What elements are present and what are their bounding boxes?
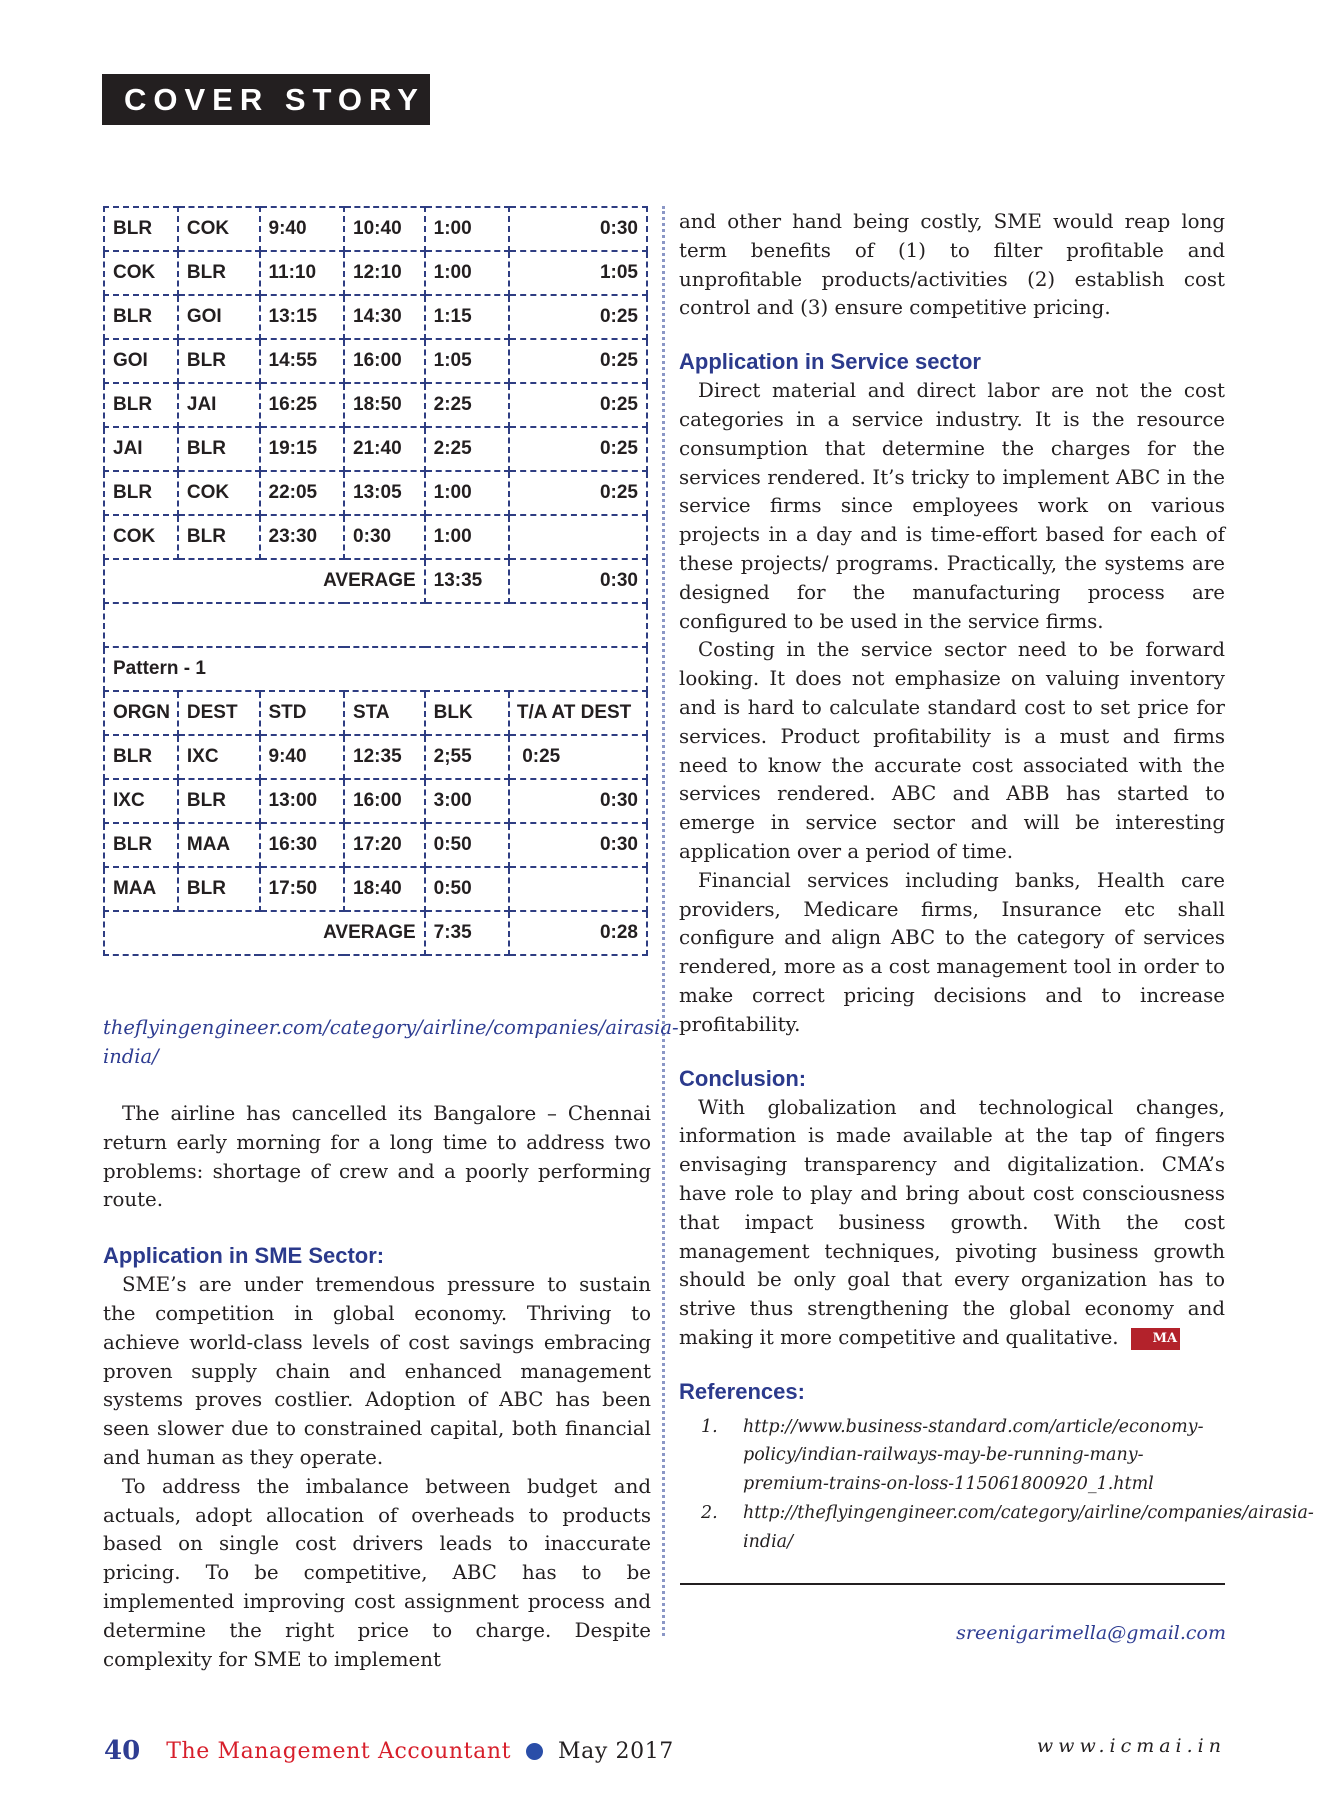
cell-destination: IXC: [178, 735, 260, 779]
issue-date: May 2017: [558, 1738, 674, 1764]
cell-sta: 16:00: [344, 779, 425, 823]
reference-item[interactable]: [679, 1413, 1225, 1499]
cell-sta: 18:50: [344, 383, 425, 427]
cell-destination: COK: [178, 207, 260, 251]
col-header-dest: DEST: [178, 691, 260, 735]
col-header-blk: BLK: [425, 691, 510, 735]
cell-sta: 12:10: [344, 251, 425, 295]
table-row: [104, 383, 647, 427]
horizontal-rule: [680, 1583, 1225, 1585]
page-number: 40: [104, 1736, 141, 1766]
cell-sta: 13:05: [344, 471, 425, 515]
pattern-title-row: [104, 647, 647, 691]
col-header-orgn: ORGN: [104, 691, 178, 735]
paragraph: and other hand being costly, SME would reap long term benefits of (1) to filter profitable and unprofitable products/activities (2) establish cost control and (3) ensure competitive pricing.: [679, 210, 1225, 320]
conclusion-text: With globalization and technological changes, information is made available at the tap of fingers envisaging transparency and digitalization. CMA’s have role to play and bring about cost consciousness that impact business growth. With the cost management techniques, pivoting business growth should be only goal that every organization has to strive thus strengthening the global economy and making it more competitive and qualitative.: [679, 1095, 1225, 1349]
cell-origin: BLR: [104, 735, 178, 779]
cell-origin: IXC: [104, 779, 178, 823]
cell-sta: 14:30: [344, 295, 425, 339]
cell-turnaround: 0:30: [509, 207, 647, 251]
cell-turnaround: 0:25: [509, 383, 647, 427]
website-link[interactable]: www.icmai.in: [1036, 1735, 1226, 1757]
col-header-sta: STA: [344, 691, 425, 735]
section-heading-service: Application in Service sector: [679, 349, 981, 375]
magazine-title: The Management Accountant: [166, 1738, 512, 1764]
cell-std: 9:40: [260, 735, 345, 779]
cell-block-time: 1:15: [425, 295, 510, 339]
header-row: [104, 691, 647, 735]
cell-turnaround: 0:25: [509, 339, 647, 383]
cell-destination: BLR: [178, 427, 260, 471]
average-label: AVERAGE: [104, 559, 425, 603]
average-label: AVERAGE: [104, 911, 425, 955]
ma-end-mark-icon: MA: [1131, 1328, 1180, 1350]
table-row: [104, 867, 647, 911]
table-row: [104, 735, 647, 779]
average-ta: 0:30: [509, 559, 647, 603]
cell-block-time: 0:50: [425, 867, 510, 911]
cell-std: 22:05: [260, 471, 345, 515]
table-row: [104, 207, 647, 251]
cell-block-time: 1:00: [425, 251, 510, 295]
cell-destination: JAI: [178, 383, 260, 427]
cell-block-time: 0:50: [425, 823, 510, 867]
reference-item[interactable]: [679, 1499, 1314, 1557]
paragraph: Financial services including banks, Health care providers, Medicare firms, Insurance etc shall configure and align ABC to the category of services rendered, more as a cost management tool in order to make correct pricing decisions and to increase profitability.: [679, 868, 1225, 1036]
flight-schedule-table: [103, 206, 648, 956]
cell-sta: 0:30: [344, 515, 425, 559]
table-row: [104, 779, 647, 823]
spacer-row: [104, 603, 647, 647]
paragraph: To address the imbalance between budget and actuals, adopt allocation of overheads to products based on single cost drivers leads to inaccurate pricing. To be competitive, ABC has to be implemented improving cost assignment process and determine the right price to charge. Despite complexity for SME to implement: [103, 1474, 651, 1671]
cell-origin: BLR: [104, 471, 178, 515]
right-column: [679, 208, 1314, 1557]
cell-destination: BLR: [178, 515, 260, 559]
paragraph: The airline has cancelled its Bangalore – Chennai return early morning for a long time to address two problems: shortage of crew and a poorly performing route.: [103, 1102, 651, 1212]
section-banner: COVER STORY: [102, 74, 430, 125]
cell-turnaround: 0:25: [509, 735, 647, 779]
cell-std: 19:15: [260, 427, 345, 471]
cell-turnaround: 0:30: [509, 823, 647, 867]
references-list: [679, 1413, 1314, 1557]
table-row: [104, 295, 647, 339]
cell-turnaround: 0:25: [509, 295, 647, 339]
col-header-std: STD: [260, 691, 345, 735]
cell-destination: BLR: [178, 867, 260, 911]
section-heading-sme: Application in SME Sector:: [103, 1243, 385, 1269]
average-row: [104, 559, 647, 603]
cell-origin: BLR: [104, 383, 178, 427]
cell-origin: BLR: [104, 823, 178, 867]
cell-destination: MAA: [178, 823, 260, 867]
cell-block-time: 2:25: [425, 383, 510, 427]
cell-block-time: 3:00: [425, 779, 510, 823]
cell-block-time: 1:00: [425, 207, 510, 251]
cell-std: 23:30: [260, 515, 345, 559]
author-email[interactable]: sreenigarimella@gmail.com: [956, 1622, 1226, 1644]
cell-turnaround: 0:25: [509, 427, 647, 471]
cell-sta: 21:40: [344, 427, 425, 471]
average-row: [104, 911, 647, 955]
paragraph: [679, 1094, 1225, 1353]
cell-std: 11:10: [260, 251, 345, 295]
table-source-link[interactable]: theflyingengineer.com/category/airline/companies/airasia-india/: [103, 1016, 679, 1068]
paragraph: Direct material and direct labor are not the cost categories in a service industry. It is the resource consumption that determine the charges for the services rendered. It’s tricky to implement ABC in the service firms since employees work on various projects in a day and is time-effort based for each of these projects/ programs. Practically, the systems are designed for the manufacturing process are configured to be used in the service firms.: [679, 379, 1225, 633]
cell-destination: COK: [178, 471, 260, 515]
table-row: [104, 515, 647, 559]
reference-number: 2.: [701, 1503, 718, 1524]
cell-std: 16:30: [260, 823, 345, 867]
cell-std: 16:25: [260, 383, 345, 427]
cell-block-time: 2:25: [425, 427, 510, 471]
cell-block-time: 1:00: [425, 471, 510, 515]
left-column: [103, 1100, 651, 1674]
cell-sta: 12:35: [344, 735, 425, 779]
cell-destination: BLR: [178, 251, 260, 295]
average-ta: 0:28: [509, 911, 647, 955]
cell-sta: 16:00: [344, 339, 425, 383]
table-row: [104, 823, 647, 867]
cell-sta: 10:40: [344, 207, 425, 251]
column-divider: [662, 206, 665, 1636]
reference-link[interactable]: http://theflyingengineer.com/category/airline/companies/airasia-india/: [743, 1503, 1314, 1552]
cell-destination: BLR: [178, 779, 260, 823]
bullet-dot-icon: [526, 1743, 543, 1760]
cell-turnaround: [509, 515, 647, 559]
cell-origin: BLR: [104, 295, 178, 339]
cell-std: 13:00: [260, 779, 345, 823]
table-row: [104, 427, 647, 471]
table-row: [104, 251, 647, 295]
average-blk: 13:35: [425, 559, 510, 603]
cell-block-time: 2;55: [425, 735, 510, 779]
cell-std: 9:40: [260, 207, 345, 251]
cell-destination: GOI: [178, 295, 260, 339]
cell-origin: MAA: [104, 867, 178, 911]
cell-origin: BLR: [104, 207, 178, 251]
section-heading-conclusion: Conclusion:: [679, 1065, 807, 1091]
cell-turnaround: 1:05: [509, 251, 647, 295]
cell-origin: JAI: [104, 427, 178, 471]
cell-origin: COK: [104, 251, 178, 295]
section-heading-references: References:: [679, 1378, 805, 1404]
cell-sta: 18:40: [344, 867, 425, 911]
cell-std: 13:15: [260, 295, 345, 339]
cell-destination: BLR: [178, 339, 260, 383]
reference-link[interactable]: http://www.business-standard.com/article/economy-policy/indian-railways-may-be-running-many-premium-trains-on-loss-115061800920_1.html: [743, 1416, 1204, 1495]
cell-std: 17:50: [260, 867, 345, 911]
table-row: [104, 471, 647, 515]
cell-block-time: 1:05: [425, 339, 510, 383]
cell-turnaround: 0:25: [509, 471, 647, 515]
cell-origin: COK: [104, 515, 178, 559]
page-footer: [104, 1736, 674, 1766]
reference-number: 1.: [701, 1416, 718, 1437]
paragraph: Costing in the service sector need to be forward looking. It does not emphasize on valuing inventory and is hard to calculate standard cost to set price for services. Product profitability is a must and firms need to know the accurate cost associated with the services rendered. ABC and ABB has started to emerge in service sector and will be interesting application over a period of time.: [679, 638, 1225, 863]
cell-turnaround: [509, 867, 647, 911]
cell-std: 14:55: [260, 339, 345, 383]
pattern-title: Pattern - 1: [104, 647, 647, 691]
paragraph: SME’s are under tremendous pressure to sustain the competition in global economy. Thriving to achieve world-class levels of cost savings embracing proven supply chain and enhanced management systems proves costlier. Adoption of ABC has been seen slower due to constrained capital, both financial and human as they operate.: [103, 1273, 651, 1469]
cell-turnaround: 0:30: [509, 779, 647, 823]
average-blk: 7:35: [425, 911, 510, 955]
cell-origin: GOI: [104, 339, 178, 383]
col-header-ta: T/A AT DEST: [509, 691, 647, 735]
table-row: [104, 339, 647, 383]
cell-block-time: 1:00: [425, 515, 510, 559]
cell-sta: 17:20: [344, 823, 425, 867]
